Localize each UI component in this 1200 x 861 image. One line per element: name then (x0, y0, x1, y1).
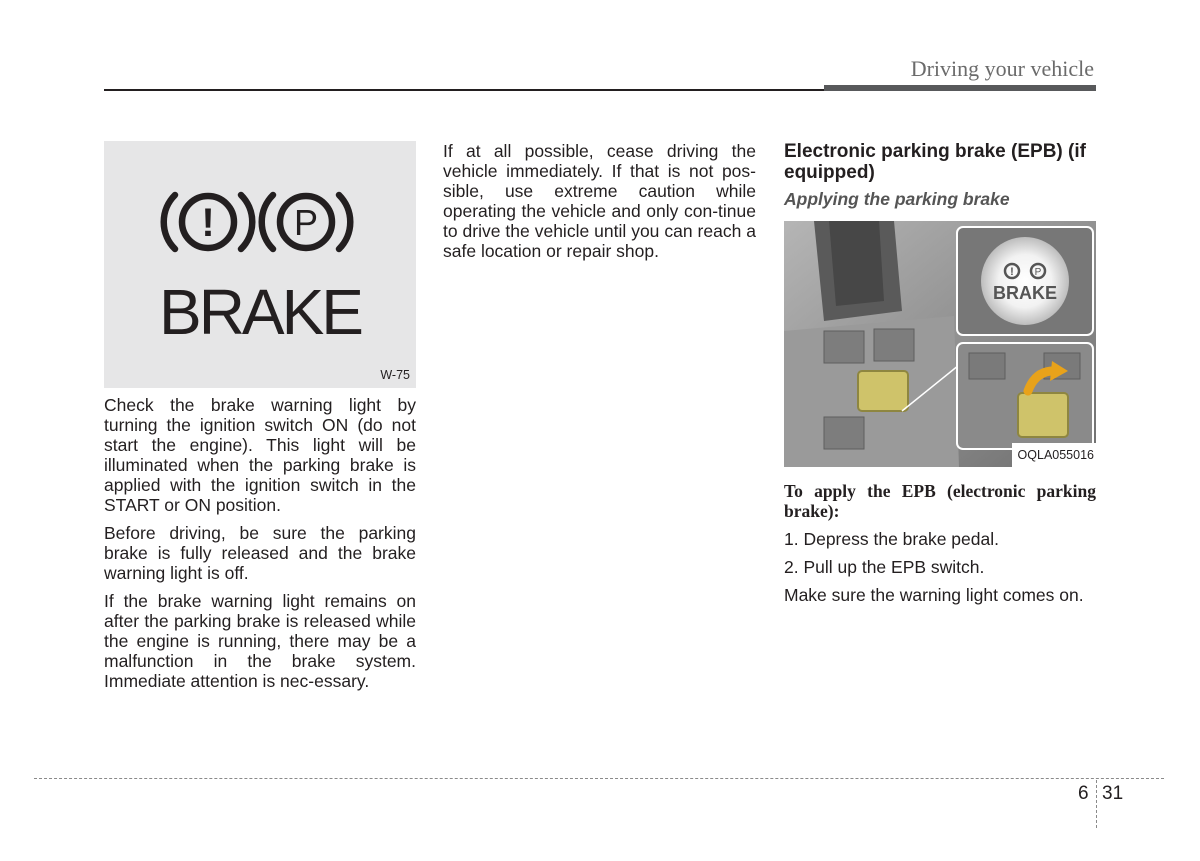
figure-code: W-75 (380, 368, 410, 382)
header-rule (104, 89, 826, 91)
epb-photo-figure (784, 221, 1096, 467)
header-rule-accent (824, 85, 1096, 91)
epb-switch-highlight (858, 371, 908, 411)
inset-brake-label: BRAKE (992, 283, 1058, 303)
paragraph: Before driving, be sure the parking brake is fully released and the brake warning light is off. (104, 523, 416, 583)
page-number-separator (1096, 780, 1097, 828)
brake-label: BRAKE (159, 276, 361, 348)
running-header: Driving your vehicle (910, 56, 1094, 81)
right-column (784, 141, 1096, 613)
middle-column (443, 141, 756, 269)
chapter-number: 6 (1078, 783, 1089, 804)
step-item: 1. Depress the brake pedal. (784, 529, 999, 549)
paragraph: Check the brake warning light by turning the ignition switch ON (do not start the engine). This light will be illuminated when the parking brake is applied with the ignition switch in the START or ON position. (104, 395, 416, 515)
brake-warning-symbols (104, 141, 416, 388)
epb-console-illustration (784, 221, 1096, 467)
inset-parking-glyph: P (1034, 267, 1042, 278)
inset-exclamation-glyph: ! (1010, 266, 1014, 278)
instruction-title: To apply the EPB (electronic parking brake): (784, 481, 1096, 521)
figure-code: OQLA055016 (1012, 443, 1096, 467)
section-heading: Electronic parking brake (EPB) (if equipped) (784, 141, 1086, 183)
footer-rule (34, 778, 1164, 779)
paragraph: Make sure the warning light comes on. (784, 585, 1084, 605)
step-item: 2. Pull up the EPB switch. (784, 557, 985, 577)
subheading: Applying the parking brake (784, 189, 1010, 209)
exclamation-glyph: ! (201, 201, 215, 245)
page-number: 31 (1102, 783, 1124, 804)
paragraph: If the brake warning light remains on after the parking brake is released while the engine is running, there may be a malfunction in the brake system. Immediate attention is nec-essary. (104, 591, 416, 691)
left-column (104, 395, 416, 699)
paragraph: If at all possible, cease driving the vehicle immediately. If that is not pos-sible, use extreme caution while operating the vehicle and only con-tinue to drive the vehicle until you can reach a safe location or repair shop. (443, 141, 756, 261)
parking-glyph: P (293, 202, 319, 243)
brake-warning-figure (104, 141, 416, 388)
